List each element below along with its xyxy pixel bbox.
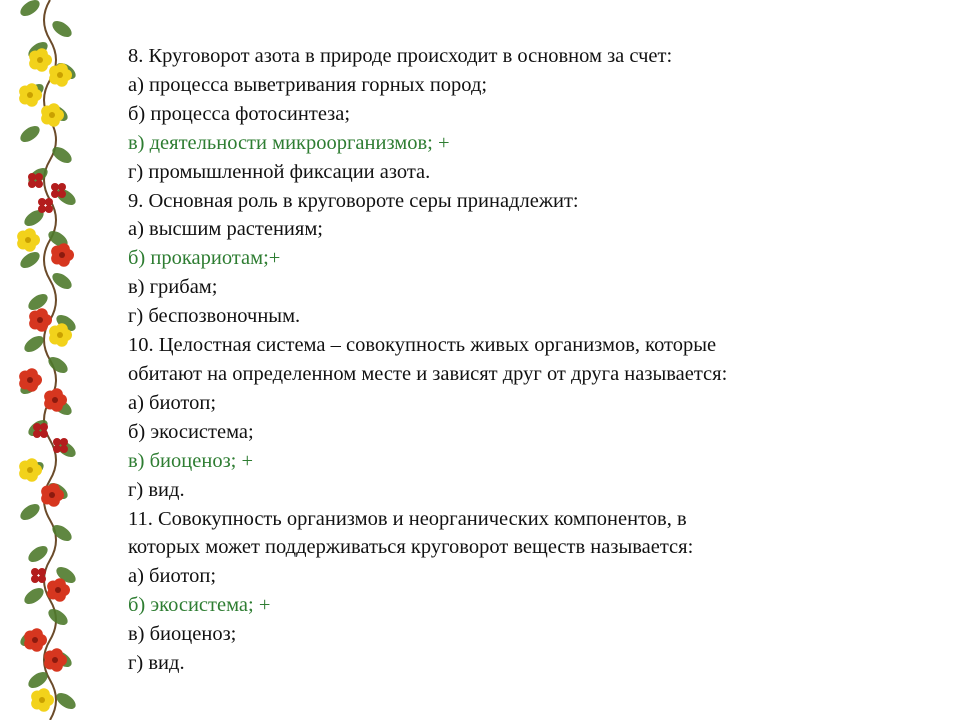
quiz-line: б) экосистема; — [128, 420, 254, 443]
berry-icon — [35, 180, 43, 188]
flower-center-icon — [27, 377, 33, 383]
berry-icon — [45, 198, 53, 206]
quiz-line: г) беспозвоночным. — [128, 305, 301, 328]
correct-answer-line: в) деятельности микроорганизмов; + — [128, 131, 450, 154]
berry-icon — [51, 183, 59, 191]
quiz-line: а) процесса выветривания горных пород; — [128, 73, 488, 96]
correct-answer-line: б) прокариотам;+ — [128, 247, 281, 270]
berry-icon — [38, 198, 46, 206]
berry-icon — [31, 575, 39, 583]
quiz-line: которых может поддерживаться круговорот веществ называется: — [128, 536, 694, 559]
flower-vine-border — [0, 0, 100, 720]
berry-icon — [40, 430, 48, 438]
quiz-line: в) грибам; — [128, 276, 218, 299]
quiz-line: в) биоценоз; — [128, 623, 237, 646]
quiz-text — [128, 42, 948, 678]
quiz-line: г) вид. — [128, 478, 185, 501]
flower-center-icon — [49, 492, 55, 498]
flower-center-icon — [27, 92, 33, 98]
berry-icon — [58, 183, 66, 191]
quiz-line: 9. Основная роль в круговороте серы принадлежит: — [128, 189, 579, 212]
flower-center-icon — [57, 332, 63, 338]
flower-center-icon — [57, 72, 63, 78]
flower-center-icon — [52, 397, 58, 403]
flower-center-icon — [52, 657, 58, 663]
quiz-line: 10. Целостная система – совокупность живых организмов, которые — [128, 334, 717, 357]
berry-icon — [53, 438, 61, 446]
berry-icon — [28, 180, 36, 188]
leaf-icon — [54, 690, 79, 712]
berry-icon — [33, 430, 41, 438]
flower-center-icon — [59, 252, 65, 258]
berry-icon — [38, 205, 46, 213]
berry-icon — [31, 568, 39, 576]
quiz-line: 11. Совокупность организмов и неорганических компонентов, в — [128, 507, 687, 530]
berry-icon — [60, 445, 68, 453]
berry-icon — [58, 190, 66, 198]
flower-center-icon — [32, 637, 38, 643]
berry-icon — [38, 575, 46, 583]
berry-icon — [51, 190, 59, 198]
quiz-line: г) вид. — [128, 652, 185, 675]
berry-icon — [40, 423, 48, 431]
berry-icon — [60, 438, 68, 446]
leaf-icon — [18, 0, 43, 19]
leaf-icon — [18, 249, 43, 271]
berry-icon — [28, 173, 36, 181]
quiz-line: а) биотоп; — [128, 565, 217, 588]
berry-icon — [38, 568, 46, 576]
leaf-icon — [46, 606, 71, 628]
flower-center-icon — [25, 237, 31, 243]
quiz-line: б) процесса фотосинтеза; — [128, 102, 351, 125]
berry-icon — [33, 423, 41, 431]
berry-icon — [35, 173, 43, 181]
leaf-icon — [50, 18, 75, 40]
correct-answer-line: б) экосистема; + — [128, 594, 271, 617]
berry-icon — [53, 445, 61, 453]
correct-answer-line: в) биоценоз; + — [128, 449, 254, 472]
flower-center-icon — [55, 587, 61, 593]
leaf-icon — [26, 543, 51, 565]
quiz-line: а) высшим растениям; — [128, 218, 324, 241]
flower-center-icon — [37, 317, 43, 323]
quiz-line: а) биотоп; — [128, 391, 217, 414]
vine-flowers — [17, 48, 74, 711]
berry-icon — [45, 205, 53, 213]
leaf-icon — [22, 333, 47, 355]
flower-center-icon — [49, 112, 55, 118]
leaf-icon — [22, 585, 47, 607]
quiz-line: 8. Круговорот азота в природе происходит в основном за счет: — [128, 45, 673, 67]
quiz-line: г) промышленной фиксации азота. — [128, 160, 431, 183]
leaf-icon — [18, 123, 43, 145]
leaf-icon — [18, 501, 43, 523]
quiz-line: обитают на определенном месте и зависят друг от друга называется: — [128, 362, 728, 385]
flower-center-icon — [27, 467, 33, 473]
flower-center-icon — [39, 697, 45, 703]
flower-center-icon — [37, 57, 43, 63]
